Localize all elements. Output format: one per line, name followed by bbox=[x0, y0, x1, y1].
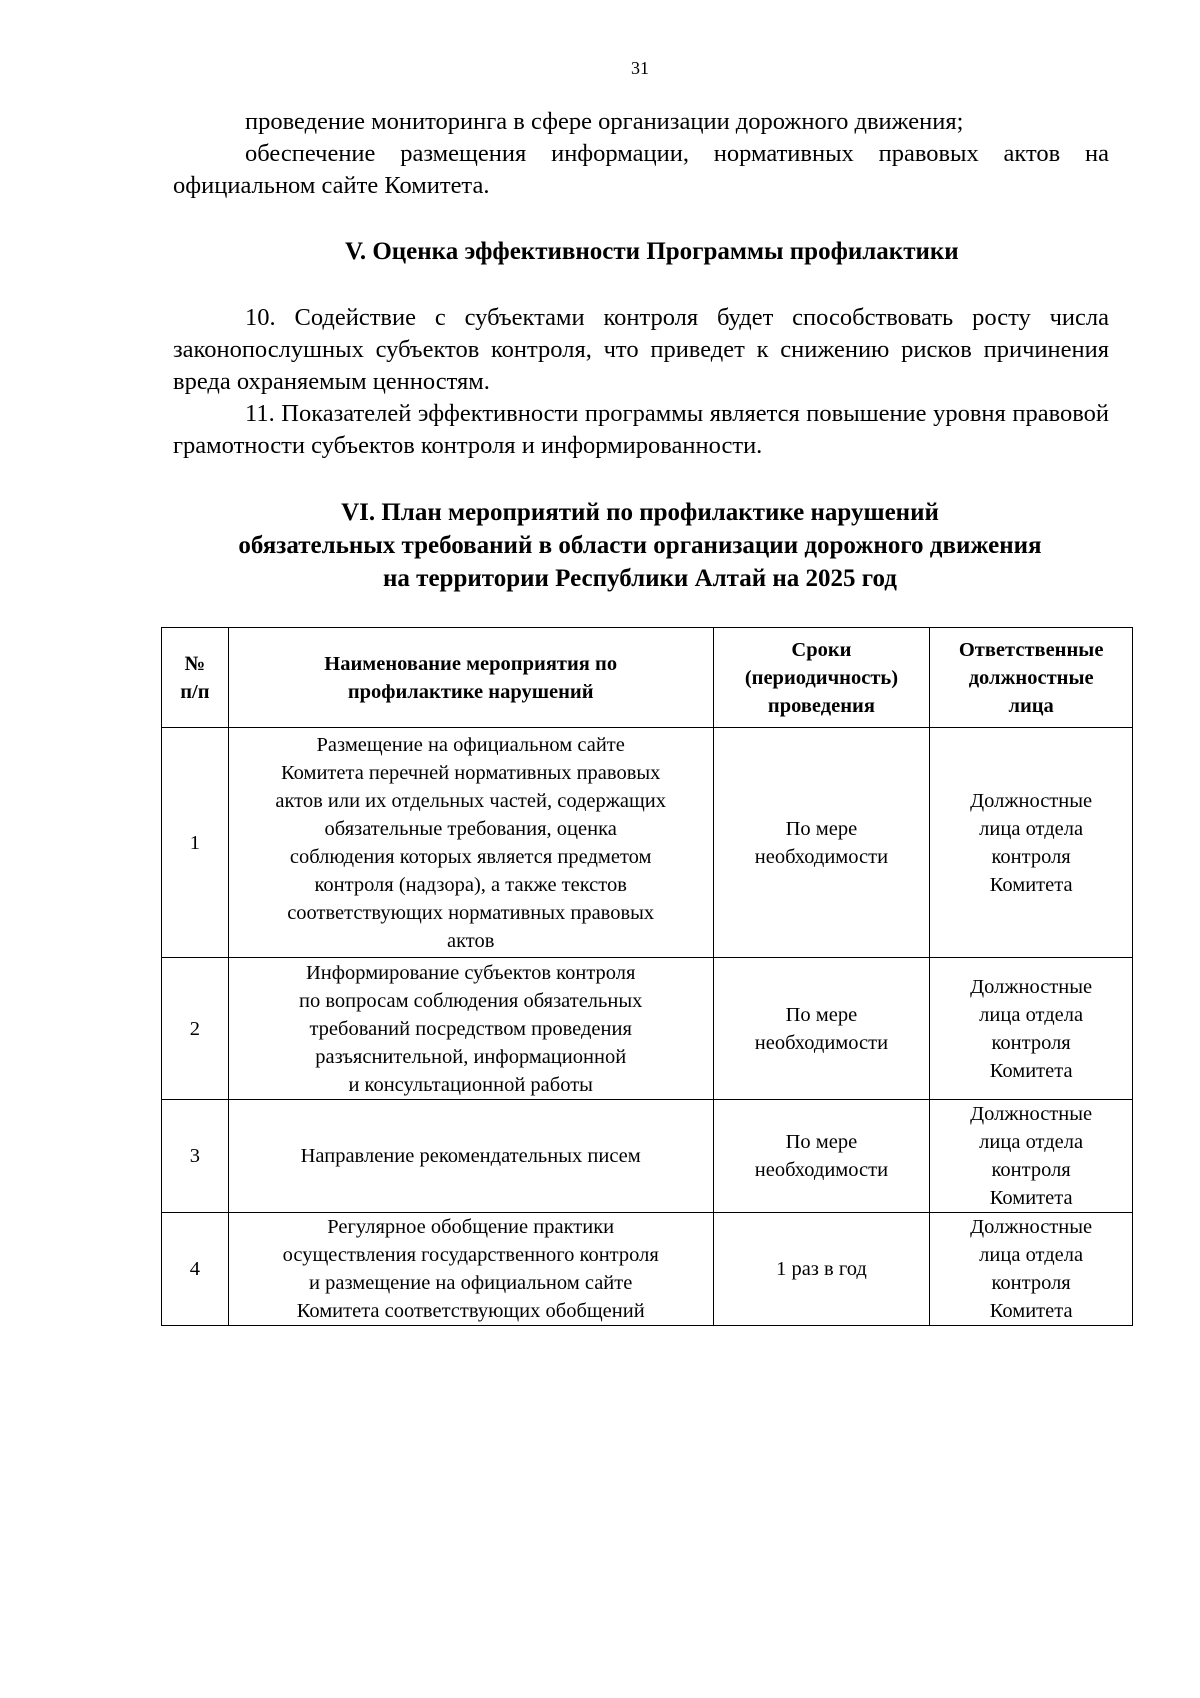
header-text: профилактике нарушений bbox=[347, 680, 594, 703]
cell-line: контроля bbox=[991, 1272, 1071, 1294]
cell-line: соответствующих нормативных правовых bbox=[287, 901, 655, 924]
intro-text-block bbox=[173, 106, 1109, 202]
row-responsible bbox=[930, 1100, 1133, 1213]
header-text: Ответственные bbox=[958, 638, 1104, 661]
cell-line: лица отдела bbox=[979, 1003, 1084, 1026]
cell-line: По мере bbox=[785, 817, 858, 840]
cell-line: необходимости bbox=[754, 1159, 889, 1181]
page-number: 31 bbox=[631, 58, 649, 78]
cell-line: Должностные bbox=[970, 1216, 1093, 1238]
cell-line: осуществления государственного контроля bbox=[282, 1244, 659, 1266]
header-activity-name bbox=[228, 628, 713, 728]
table-row bbox=[162, 1213, 1133, 1326]
header-text: Сроки bbox=[791, 638, 852, 661]
row-responsible bbox=[930, 728, 1133, 958]
header-terms bbox=[713, 628, 930, 728]
cell-line: Направление рекомендательных писем bbox=[300, 1145, 641, 1167]
cell-line: Комитета bbox=[989, 873, 1073, 896]
cell-line: обязательные требования, оценка bbox=[324, 817, 617, 840]
header-responsible bbox=[930, 628, 1133, 728]
table-row bbox=[162, 1100, 1133, 1213]
cell-line: Регулярное обобщение практики bbox=[327, 1216, 615, 1238]
row-terms bbox=[713, 728, 930, 958]
cell-line: 1 раз в год bbox=[776, 1258, 867, 1280]
table-row bbox=[162, 728, 1133, 958]
cell-line: Должностные bbox=[970, 975, 1093, 998]
row-activity-name bbox=[228, 1213, 713, 1326]
row-activity-name bbox=[228, 728, 713, 958]
cell-line: актов bbox=[446, 929, 495, 952]
row-number: 2 bbox=[162, 958, 229, 1100]
header-text: № bbox=[184, 652, 206, 675]
section-6-heading-line: VI. План мероприятий по профилактике нарушений bbox=[341, 499, 939, 526]
paragraph-11: 11. Показателей эффективности программы является повышение уровня правовой грамотности субъектов контроля и информированности. bbox=[173, 400, 1109, 459]
paragraph-publication: обеспечение размещения информации, нормативных правовых актов на официальном сайте Комитета. bbox=[173, 140, 1109, 199]
cell-line: контроля bbox=[991, 1159, 1071, 1181]
table-row bbox=[162, 958, 1133, 1100]
cell-line: Размещение на официальном сайте bbox=[316, 733, 625, 756]
row-responsible bbox=[930, 1213, 1133, 1326]
header-text: должностные bbox=[968, 666, 1094, 689]
section-5-heading: V. Оценка эффективности Программы профилактики bbox=[345, 238, 959, 265]
cell-line: Должностные bbox=[970, 789, 1093, 812]
header-text: проведения bbox=[767, 694, 875, 717]
cell-line: контроля bbox=[991, 845, 1071, 868]
cell-line: Комитета bbox=[989, 1059, 1073, 1082]
cell-line: и консультационной работы bbox=[348, 1073, 593, 1096]
cell-line: Должностные bbox=[970, 1103, 1093, 1125]
cell-line: соблюдения которых является предметом bbox=[289, 845, 652, 868]
section-5-text-block bbox=[173, 302, 1109, 462]
cell-line: По мере bbox=[785, 1003, 858, 1026]
cell-line: лица отдела bbox=[979, 1131, 1084, 1153]
row-terms bbox=[713, 1213, 930, 1326]
plan-table bbox=[161, 627, 1133, 1326]
cell-line: необходимости bbox=[754, 845, 889, 868]
cell-line: лица отдела bbox=[979, 817, 1084, 840]
cell-line: актов или их отдельных частей, содержащих bbox=[275, 789, 667, 812]
section-6-heading-line: на территории Республики Алтай на 2025 год bbox=[383, 565, 897, 592]
row-terms bbox=[713, 1100, 930, 1213]
cell-line: Комитета перечней нормативных правовых bbox=[280, 761, 661, 784]
cell-line: контроля (надзора), а также текстов bbox=[314, 873, 627, 896]
cell-line: и размещение на официальном сайте bbox=[309, 1272, 633, 1294]
header-text: лица bbox=[1008, 694, 1054, 717]
section-6-heading bbox=[160, 496, 1120, 595]
row-terms bbox=[713, 958, 930, 1100]
cell-line: Комитета bbox=[989, 1187, 1073, 1209]
cell-line: требований посредством проведения bbox=[309, 1017, 632, 1040]
cell-line: Комитета bbox=[989, 1300, 1073, 1322]
cell-line: необходимости bbox=[754, 1031, 889, 1054]
paragraph-monitoring: проведение мониторинга в сфере организации дорожного движения; bbox=[245, 108, 964, 135]
cell-line: контроля bbox=[991, 1031, 1071, 1054]
row-number: 3 bbox=[162, 1100, 229, 1213]
cell-line: лица отдела bbox=[979, 1244, 1084, 1266]
row-number: 4 bbox=[162, 1213, 229, 1326]
cell-line: разъяснительной, информационной bbox=[315, 1045, 627, 1068]
row-activity-name bbox=[228, 1100, 713, 1213]
cell-line: По мере bbox=[785, 1131, 858, 1153]
cell-line: Информирование субъектов контроля bbox=[305, 961, 636, 984]
header-text: (периодичность) bbox=[744, 666, 899, 689]
section-6-heading-line: обязательных требований в области организации дорожного движения bbox=[238, 532, 1042, 559]
table-header-row bbox=[162, 628, 1133, 728]
cell-line: Комитета соответствующих обобщений bbox=[296, 1300, 645, 1322]
row-number: 1 bbox=[162, 728, 229, 958]
row-activity-name bbox=[228, 958, 713, 1100]
cell-line: по вопросам соблюдения обязательных bbox=[299, 989, 643, 1012]
paragraph-10: 10. Содействие с субъектами контроля будет способствовать росту числа законопослушных субъектов контроля, что приведет к снижению рисков причинения вреда охраняемым ценностям. bbox=[173, 304, 1109, 395]
row-responsible bbox=[930, 958, 1133, 1100]
header-text: п/п bbox=[180, 680, 210, 703]
header-number bbox=[162, 628, 229, 728]
header-text: Наименование мероприятия по bbox=[324, 652, 618, 675]
